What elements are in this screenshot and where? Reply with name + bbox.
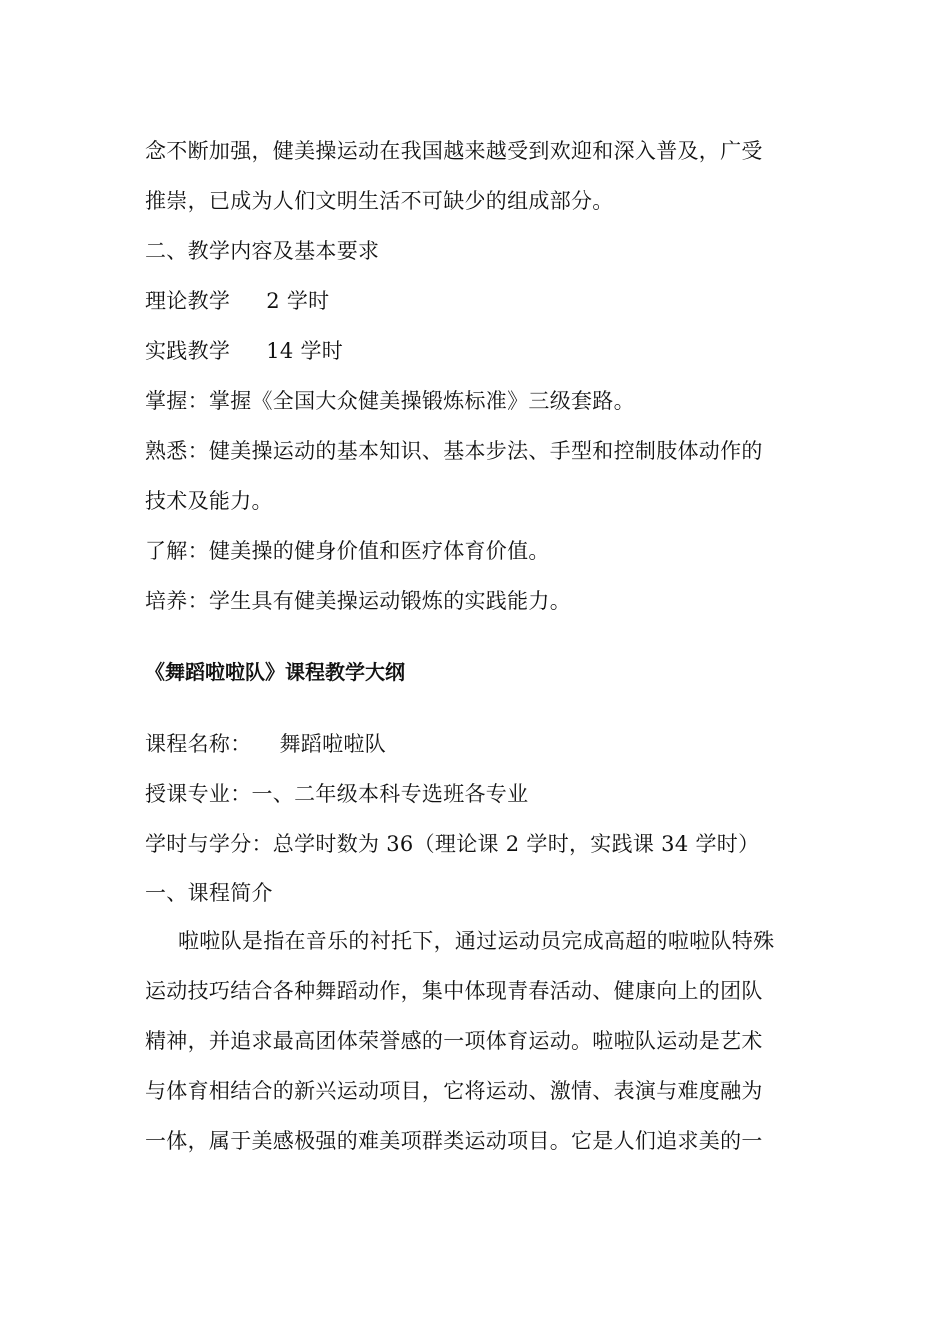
intro-heading: 一、课程简介	[145, 881, 273, 905]
course-title: 《舞蹈啦啦队》课程教学大纲	[145, 660, 405, 684]
intro-line: 啦啦队是指在音乐的衬托下，通过运动员完成高超的啦啦队特殊	[178, 929, 775, 953]
intro-line: 一体，属于美感极强的难美项群类运动项目。它是人们追求美的一	[145, 1129, 763, 1153]
course-name-label: 课程名称：	[145, 732, 252, 756]
requirement-familiar: 熟悉：健美操运动的基本知识、基本步法、手型和控制肢体动作的	[145, 439, 763, 463]
paragraph-line: 念不断加强，健美操运动在我国越来越受到欢迎和深入普及，广受	[145, 139, 763, 163]
course-name-row	[145, 729, 386, 759]
practice-label: 实践教学	[145, 339, 231, 363]
theory-hours: 2 学时	[266, 289, 330, 313]
paragraph-line: 推崇，已成为人们文明生活不可缺少的组成部分。	[145, 189, 614, 213]
theory-label: 理论教学	[145, 289, 231, 313]
course-hours: 学时与学分：总学时数为 36（理论课 2 学时，实践课 34 学时）	[145, 832, 760, 856]
practice-hours: 14 学时	[266, 339, 344, 363]
theory-row	[145, 286, 329, 316]
requirement-master: 掌握：掌握《全国大众健美操锻炼标准》三级套路。	[145, 389, 635, 413]
requirement-understand: 了解：健美操的健身价值和医疗体育价值。	[145, 539, 550, 563]
section-heading: 二、教学内容及基本要求	[145, 239, 380, 263]
requirement-cultivate: 培养：学生具有健美操运动锻炼的实践能力。	[145, 589, 571, 613]
requirement-familiar-cont: 技术及能力。	[145, 489, 273, 513]
course-major: 授课专业：一、二年级本科专选班各专业	[145, 782, 529, 806]
course-name-value: 舞蹈啦啦队	[279, 732, 386, 756]
intro-line: 与体育相结合的新兴运动项目，它将运动、激情、表演与难度融为	[145, 1079, 763, 1103]
intro-line: 运动技巧结合各种舞蹈动作，集中体现青春活动、健康向上的团队	[145, 979, 763, 1003]
practice-row	[145, 336, 343, 366]
intro-line: 精神，并追求最高团体荣誉感的一项体育运动。啦啦队运动是艺术	[145, 1029, 763, 1053]
